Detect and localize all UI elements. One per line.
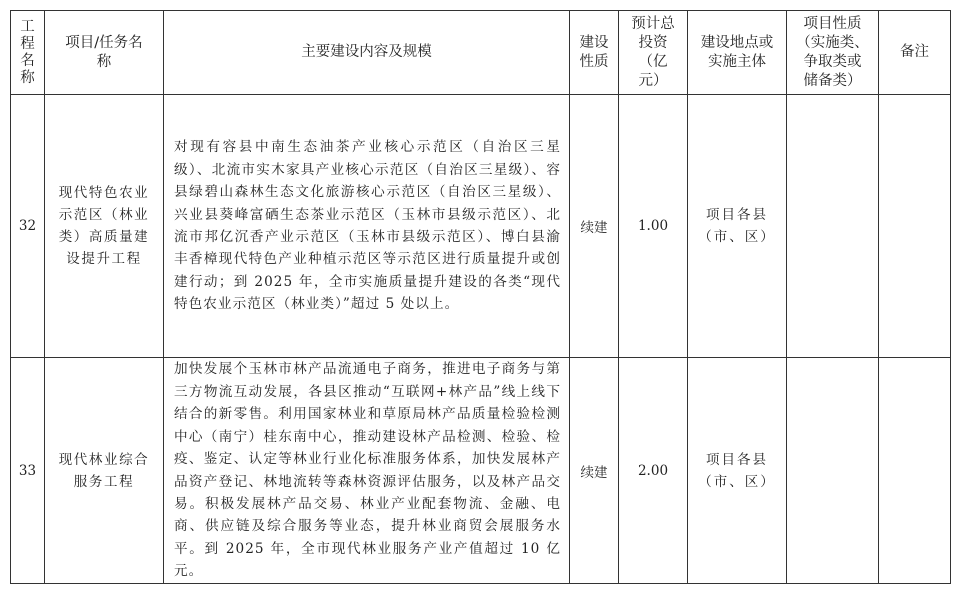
header-line: 工 [20, 18, 35, 35]
header-line: 名 [20, 52, 35, 69]
remark [879, 358, 951, 584]
remark [879, 95, 951, 358]
construction-nature: 续建 [570, 358, 619, 584]
header-content: 主要建设内容及规模 [164, 11, 570, 95]
table-row [11, 358, 951, 584]
header-line: 预计总 [631, 15, 675, 32]
row-number: 33 [11, 358, 45, 584]
project-type [787, 95, 879, 358]
header-location [688, 11, 787, 95]
header-line: 程 [20, 35, 35, 52]
location: 项目各县（市、区） [688, 358, 787, 584]
header-project-category [11, 11, 45, 95]
investment-amount: 1.00 [619, 95, 688, 358]
header-remark: 备注 [879, 11, 951, 95]
row-number: 32 [11, 95, 45, 358]
header-investment [619, 11, 688, 95]
task-name: 现代林业综合服务工程 [45, 358, 164, 584]
header-task-name [45, 11, 164, 95]
header-line: 性质 [579, 53, 609, 70]
header-line: 争取类或 [803, 53, 862, 70]
header-line: 称 [96, 53, 112, 70]
construction-content: 加快发展个玉林市林产品流通电子商务，推进电子商务与第三方物流互动发展，各县区推动“互联网+林产品”线上线下结合的新零售。利用国家林业和草原局林产品质量检验检测中心（南宁）桂东南中心，推动建设林产品检测、检验、检疫、鉴定、认定等林业行业化标准服务体系，加快发展林产品资产登记、林地流转等森林资源评估服务，以及林产品交易。积极发展林产品交易、林业产业配套物流、金融、电商、供应链及综合服务等业态，提升林业商贸会展服务水平。到 2025 年，全市现代林业服务产业产值超过 10 亿元。 [164, 358, 570, 584]
header-project-type [787, 11, 879, 95]
header-line: 实施主体 [708, 53, 766, 70]
project-type [787, 358, 879, 584]
header-line: 储备类） [803, 72, 862, 89]
header-line: 建设 [579, 34, 609, 51]
construction-content: 对现有容县中南生态油茶产业核心示范区（自治区三星级）、北流市实木家具产业核心示范区（自治区三星级）、容县绿碧山森林生态文化旅游核心示范区（自治区三星级）、兴业县葵峰富硒生态茶业示范区（玉林市县级示范区）、北流市邦亿沉香产业示范区（玉林市县级示范区）、博白县渝丰香樟现代特色产业种植示范区等示范区进行质量提升或创建行动；到 2025 年，全市实施质量提升建设的各类“现代特色农业示范区（林业类）”超过 5 处以上。 [164, 95, 570, 358]
construction-nature: 续建 [570, 95, 619, 358]
task-name: 现代特色农业示范区（林业类）高质量建设提升工程 [45, 95, 164, 358]
investment-amount: 2.00 [619, 358, 688, 584]
location: 项目各县（市、区） [688, 95, 787, 358]
table-row [11, 95, 951, 358]
header-line: （亿 [638, 53, 668, 70]
header-line: 称 [20, 69, 35, 86]
header-nature [570, 11, 619, 95]
header-line: 建设地点或 [700, 34, 774, 51]
project-table [10, 10, 951, 584]
header-line: 项目性质 [803, 15, 862, 32]
header-row [11, 11, 951, 95]
header-line: 投资 [638, 34, 668, 51]
header-line: 元） [638, 72, 668, 89]
header-line: （实施类、 [796, 34, 869, 51]
header-line: 项目/任务名 [65, 34, 143, 51]
